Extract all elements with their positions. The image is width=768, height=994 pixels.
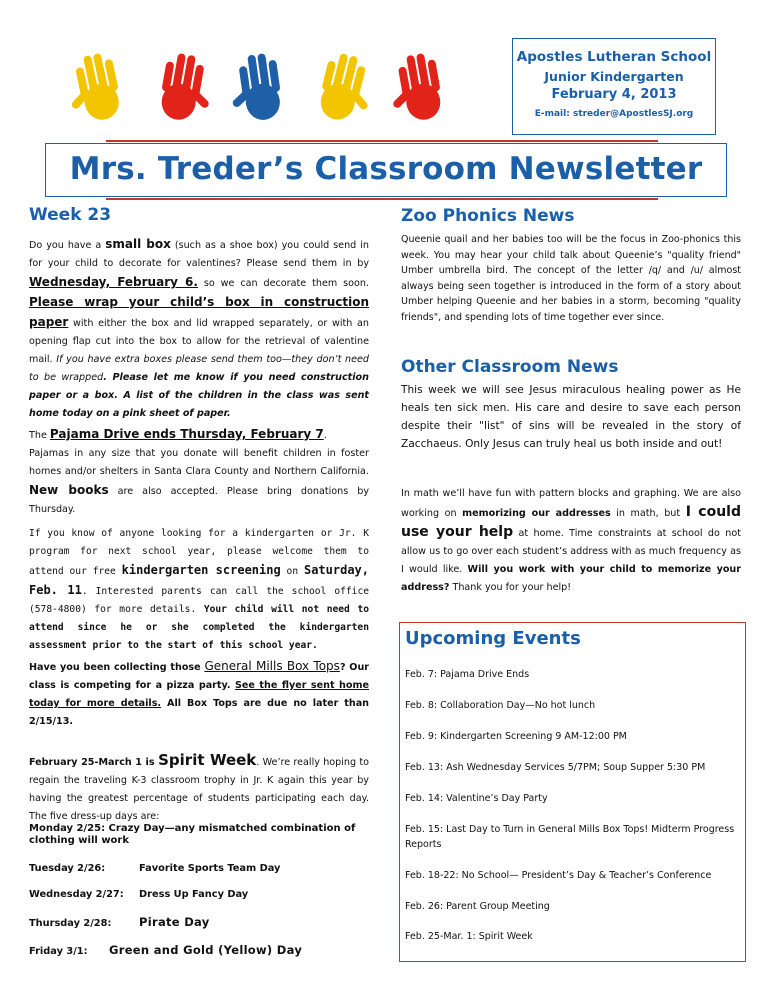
pajama-drive-paragraph: The Pajama Drive ends Thursday, February 7. Pajamas in any size that you donate will benefit children in foster homes and/or shelters in Santa Clara County and Northern California. New books are also accepted. Please bring donations by Thursday.: [29, 427, 369, 515]
red-handprint-icon: [388, 44, 454, 134]
page-title: Mrs. Treder’s Classroom Newsletter: [69, 151, 703, 187]
week-heading: Week 23: [29, 205, 112, 225]
upcoming-events-box: [399, 622, 746, 962]
grade-name: Junior Kindergarten: [544, 69, 684, 84]
list-item: Thursday 2/28: Pirate Day: [29, 915, 210, 929]
list-item: Monday 2/25: Crazy Day—any mismatched combination of clothing will work: [29, 823, 356, 846]
event-item: Feb. 26: Parent Group Meeting: [405, 901, 550, 912]
divider: [106, 198, 658, 200]
title-box: [45, 143, 727, 197]
event-item: Feb. 14: Valentine’s Day Party: [405, 793, 548, 804]
spirit-week-paragraph: February 25-March 1 is Spirit Week. We’re really hoping to regain the traveling K-3 classroom trophy in Jr. K again this year by having the greatest percentage of students participating each day. The five dress-up days are:: [29, 751, 369, 822]
school-name: Apostles Lutheran School: [516, 49, 712, 65]
blue-handprint-icon: [228, 44, 294, 134]
upcoming-events-heading: Upcoming Events: [405, 628, 581, 649]
list-item: Wednesday 2/27: Dress Up Fancy Day: [29, 889, 249, 900]
other-news-paragraph: This week we will see Jesus miraculous healing power as He heals ten sick men. His care and desire to save each person despite their "list" of sins will be revealed in the story of Zacchaeus. Only Jesus can truly heal us both inside and out!: [401, 384, 741, 450]
school-info-box: [512, 38, 716, 135]
event-item: Feb. 13: Ash Wednesday Services 5/7PM; Soup Supper 5:30 PM: [405, 762, 706, 773]
event-item: Feb. 15: Last Day to Turn in General Mills Box Tops! Midterm Progress Reports: [405, 824, 735, 850]
event-item: Feb. 18-22: No School— President’s Day & Teacher’s Conference: [405, 870, 712, 881]
other-news-heading: Other Classroom News: [401, 357, 619, 377]
event-item: Feb. 9: Kindergarten Screening 9 AM-12:00 PM: [405, 731, 627, 742]
box-tops-paragraph: Have you been collecting those General Mills Box Tops? Our class is competing for a pizza party. See the flyer sent home today for more details. All Box Tops are due no later than 2/15/13.: [29, 659, 370, 727]
list-item: Tuesday 2/26: Favorite Sports Team Day: [29, 863, 281, 874]
screening-paragraph: If you know of anyone looking for a kindergarten or Jr. K program for next school year, please welcome them to attend our free kindergarten screening on Saturday, Feb. 11. Interested parents can call the school office (578-4800) for more details. Your child will not need to attend since he or she completed the kindergarten assessment prior to the start of this school year.: [29, 528, 370, 651]
yellow-handprint-icon: [308, 44, 374, 134]
event-item: Feb. 8: Collaboration Day—No hot lunch: [405, 700, 596, 711]
handprints-banner: [66, 44, 466, 134]
list-item: Friday 3/1: Green and Gold (Yellow) Day: [29, 943, 303, 957]
small-box-paragraph: Do you have a small box (such as a shoe box) you could send in for your child to decorate for valentines? Please send them in by Wednesday, February 6. so we can decorate them soon. Please wrap your child’s box in construction paper with either the box and lid wrapped separately, or with an opening flap cut into the box to allow for the retrieval of valentine mail. If you have extra boxes please send them too—they don’t need to be wrapped. Please let me know if you need construction paper or a box. A list of the children in the class was sent home today on a pink sheet of paper.: [29, 237, 370, 419]
math-paragraph: In math we’ll have fun with pattern blocks and graphing. We are also working on memorizing our addresses in math, but I could use your help at home. Time constraints at school do not allow us to go over each student’s address with as much frequency as I would like. Will you work with your child to memorize your address? Thank you for your help!: [401, 488, 741, 593]
event-item: Feb. 25-Mar. 1: Spirit Week: [405, 931, 533, 942]
zoo-phonics-heading: Zoo Phonics News: [401, 206, 575, 226]
red-handprint-icon: [148, 44, 214, 134]
newsletter-date: February 4, 2013: [551, 87, 677, 102]
email-link[interactable]: E-mail: streder@ApostlesSJ.org: [534, 109, 694, 119]
divider: [106, 140, 658, 142]
zoo-phonics-paragraph: Queenie quail and her babies too will be the focus in Zoo-phonics this week. You may hear your child talk about Queenie’s "quality friend" Umber umbrella bird. The concept of the letter /q/ and /u/ almost always being seen together is introduced in the form of a story about Umber helping Queenie and her babies in a storm, becoming "quality friends", and spending lots of time together ever since.: [401, 234, 741, 323]
yellow-handprint-icon: [66, 44, 132, 134]
event-item: Feb. 7: Pajama Drive Ends: [405, 669, 530, 680]
